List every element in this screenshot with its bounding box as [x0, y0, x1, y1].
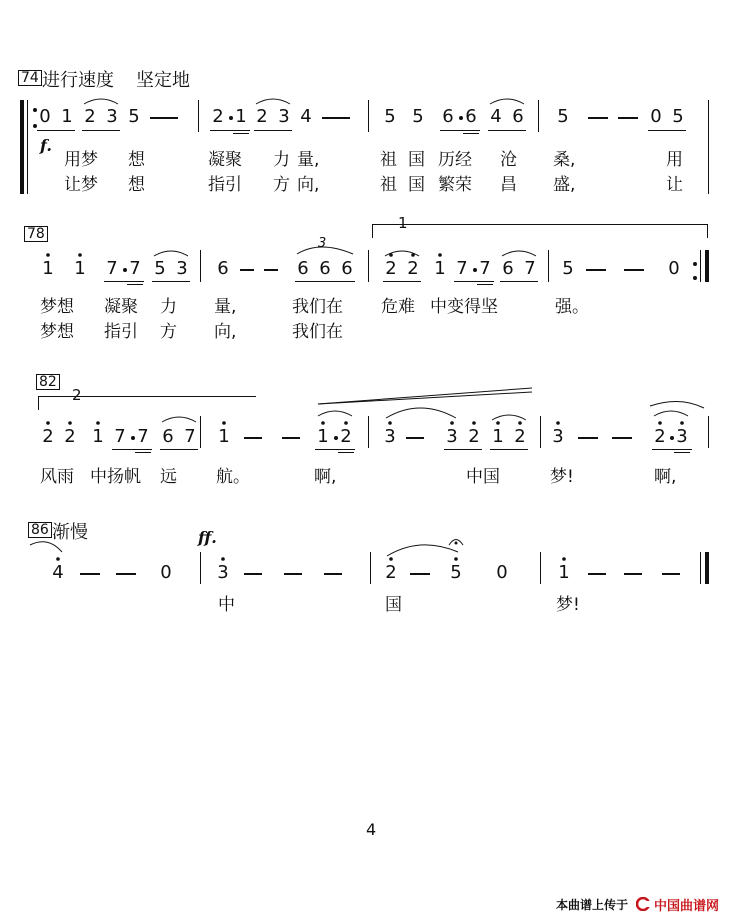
lyric: 力 [160, 297, 177, 317]
dash-extension [410, 573, 430, 575]
dash-extension [588, 117, 608, 119]
note: 3 [676, 426, 688, 447]
barline [198, 100, 199, 132]
dash-extension [240, 269, 254, 271]
volta-second-bracket [38, 396, 256, 397]
note: 1 [42, 258, 54, 279]
beam [37, 130, 75, 131]
note: 2 [64, 426, 76, 447]
note: 3 [217, 562, 229, 583]
beam [440, 130, 480, 131]
measure-number-82: 82 [36, 374, 60, 390]
lyric: 航。 [216, 467, 250, 487]
lyric: 方 [160, 322, 177, 342]
lyric: 远 [160, 467, 177, 487]
repeat-dot [693, 262, 697, 266]
dash-extension [282, 437, 300, 439]
note: 0 [650, 106, 662, 127]
barline [708, 100, 709, 194]
note: 2 [514, 426, 526, 447]
note: 7 [479, 258, 491, 279]
note: 6 [502, 258, 514, 279]
lyric: 繁荣 [438, 175, 472, 195]
dash-extension [80, 573, 100, 575]
note: 3 [384, 426, 396, 447]
beam [477, 284, 493, 285]
lyric: 指引 [208, 175, 242, 195]
repeat-start-thick-bar [20, 100, 24, 194]
site-logo-icon [636, 896, 652, 910]
beam [488, 130, 526, 131]
lyric: 梦想 [40, 322, 74, 342]
dynamic-fortissimo: ff. [198, 528, 217, 547]
barline [370, 552, 371, 584]
lyric: 中变得坚 [430, 297, 498, 317]
beam [152, 281, 190, 282]
note: 2 [407, 258, 419, 279]
dash-extension [406, 437, 424, 439]
note: 2 [42, 426, 54, 447]
note: 3 [446, 426, 458, 447]
measure-number-78: 78 [24, 226, 48, 242]
barline [200, 552, 201, 584]
note: 5 [384, 106, 396, 127]
lyric: 沧 [500, 150, 517, 170]
volta-first-bracket-side [372, 224, 373, 238]
lyric: 强。 [555, 297, 589, 317]
note: 7 [524, 258, 536, 279]
tempo-mark: 进行速度 [42, 70, 114, 91]
note: 7 [114, 426, 126, 447]
note: 1 [317, 426, 329, 447]
note: 5 [557, 106, 569, 127]
note: 1 [492, 426, 504, 447]
lyric: 危难 [381, 297, 415, 317]
lyric: 凝聚 [208, 150, 242, 170]
lyric: 让梦 [64, 175, 98, 195]
volta-first-bracket [372, 224, 708, 225]
lyric: 啊, [654, 467, 677, 487]
tempo-mark-ritardando: 渐慢 [52, 522, 88, 543]
lyric: 梦! [556, 595, 580, 615]
lyric: 用 [666, 150, 683, 170]
final-thick-bar [705, 552, 709, 584]
final-thin-bar [700, 552, 701, 584]
lyric: 盛, [553, 175, 576, 195]
note: 2 [654, 426, 666, 447]
repeat-end-thick-bar [705, 250, 709, 282]
dash-extension [116, 573, 136, 575]
note: 0 [668, 258, 680, 279]
note: 5 [154, 258, 166, 279]
volta-first-number: 1 [398, 214, 408, 232]
dash-extension [244, 573, 262, 575]
dash-extension [264, 269, 278, 271]
lyric: 昌 [500, 175, 517, 195]
dash-extension [324, 573, 342, 575]
lyric: 中扬帆 [90, 467, 141, 487]
note: 0 [160, 562, 172, 583]
note: 6 [162, 426, 174, 447]
note: 5 [412, 106, 424, 127]
repeat-dot [693, 276, 697, 280]
note: 7 [106, 258, 118, 279]
beam [500, 281, 538, 282]
dash-extension [586, 269, 606, 271]
lyric: 国 [408, 150, 425, 170]
barline [368, 250, 369, 282]
note: 1 [74, 258, 86, 279]
lyric: 向, [297, 175, 320, 195]
barline [540, 416, 541, 448]
note: 2 [212, 106, 224, 127]
dash-extension [322, 117, 350, 119]
note: 3 [552, 426, 564, 447]
note: 7 [129, 258, 141, 279]
beam [648, 130, 686, 131]
lyric: 国 [385, 595, 402, 615]
barline [540, 552, 541, 584]
note: 5 [128, 106, 140, 127]
footer-brand: 中国曲谱网 [654, 899, 720, 914]
beam [82, 130, 120, 131]
barline [200, 416, 201, 448]
note: 4 [52, 562, 64, 583]
beam [104, 281, 144, 282]
note: 3 [176, 258, 188, 279]
lyric: 让 [666, 175, 683, 195]
note: 0 [496, 562, 508, 583]
note: 1 [434, 258, 446, 279]
note: 1 [92, 426, 104, 447]
dash-extension [284, 573, 302, 575]
beam [135, 452, 151, 453]
beam [490, 449, 528, 450]
barline [200, 250, 201, 282]
repeat-start-thin-bar [27, 100, 28, 194]
lyric: 啊, [314, 467, 337, 487]
volta-second-number: 2 [72, 386, 82, 404]
tempo-character: 坚定地 [136, 70, 190, 91]
fermata-icon [449, 540, 463, 546]
beam [315, 449, 355, 450]
note: 2 [340, 426, 352, 447]
beam [210, 130, 250, 131]
lyric: 我们在 [292, 322, 343, 342]
lyric: 国 [408, 175, 425, 195]
repeat-end-thin-bar [700, 250, 701, 282]
dash-extension [624, 573, 642, 575]
dash-extension [618, 117, 638, 119]
note: 6 [442, 106, 454, 127]
dash-extension [150, 117, 178, 119]
note: 4 [490, 106, 502, 127]
lyric: 用梦 [64, 150, 98, 170]
barline [708, 416, 709, 448]
footer-upload-text: 本曲谱上传于 [556, 898, 629, 912]
note: 2 [468, 426, 480, 447]
note: 3 [278, 106, 290, 127]
dash-extension [578, 437, 598, 439]
lyric: 想 [128, 175, 145, 195]
lyric: 方 [273, 175, 290, 195]
barline [368, 416, 369, 448]
note: 1 [235, 106, 247, 127]
note: 2 [256, 106, 268, 127]
dynamic-forte: f. [40, 136, 52, 155]
lyric: 力 [273, 150, 290, 170]
volta-first-bracket-side [707, 224, 708, 238]
lyric: 向, [214, 322, 237, 342]
beam [454, 281, 494, 282]
note: 2 [385, 562, 397, 583]
lyric: 我们在 [292, 297, 343, 317]
lyric: 中国 [466, 467, 500, 487]
note: 6 [297, 258, 309, 279]
triplet-number: 3 [318, 236, 327, 251]
beam [463, 133, 479, 134]
lyric: 桑, [553, 150, 576, 170]
lyric: 中 [218, 595, 235, 615]
dash-extension [244, 437, 262, 439]
dash-extension [662, 573, 680, 575]
beam [233, 133, 249, 134]
volta-second-bracket-side [38, 396, 39, 410]
note: 6 [465, 106, 477, 127]
note: 5 [672, 106, 684, 127]
note: 6 [217, 258, 229, 279]
note: 6 [512, 106, 524, 127]
note: 5 [450, 562, 462, 583]
note: 2 [84, 106, 96, 127]
beam [254, 130, 292, 131]
beam [112, 449, 152, 450]
lyric: 祖 [380, 150, 397, 170]
measure-number-86: 86 [28, 522, 52, 538]
barline [538, 100, 539, 132]
lyric: 祖 [380, 175, 397, 195]
note: 1 [558, 562, 570, 583]
barline [548, 250, 549, 282]
beam [160, 449, 198, 450]
beam [674, 452, 690, 453]
dash-extension [612, 437, 632, 439]
note: 0 [39, 106, 51, 127]
note: 6 [341, 258, 353, 279]
measure-number-74: 74 [18, 70, 42, 86]
lyric: 凝聚 [104, 297, 138, 317]
note: 7 [456, 258, 468, 279]
lyric: 量, [297, 150, 320, 170]
note: 2 [385, 258, 397, 279]
beam [652, 449, 692, 450]
lyric: 量, [214, 297, 237, 317]
beam [444, 449, 482, 450]
lyric: 历经 [438, 150, 472, 170]
lyric: 梦想 [40, 297, 74, 317]
note: 5 [562, 258, 574, 279]
beam [295, 281, 355, 282]
dash-extension [588, 573, 606, 575]
note: 7 [137, 426, 149, 447]
lyric: 想 [128, 150, 145, 170]
barline [368, 100, 369, 132]
page-number: 4 [366, 820, 377, 839]
note: 1 [218, 426, 230, 447]
note: 1 [61, 106, 73, 127]
note: 3 [106, 106, 118, 127]
lyric: 风雨 [40, 467, 74, 487]
dash-extension [624, 269, 644, 271]
beam [383, 281, 421, 282]
lyric: 梦! [550, 467, 574, 487]
lyric: 指引 [104, 322, 138, 342]
note: 7 [184, 426, 196, 447]
beam [127, 284, 143, 285]
note: 4 [300, 106, 312, 127]
note: 6 [319, 258, 331, 279]
beam [338, 452, 354, 453]
